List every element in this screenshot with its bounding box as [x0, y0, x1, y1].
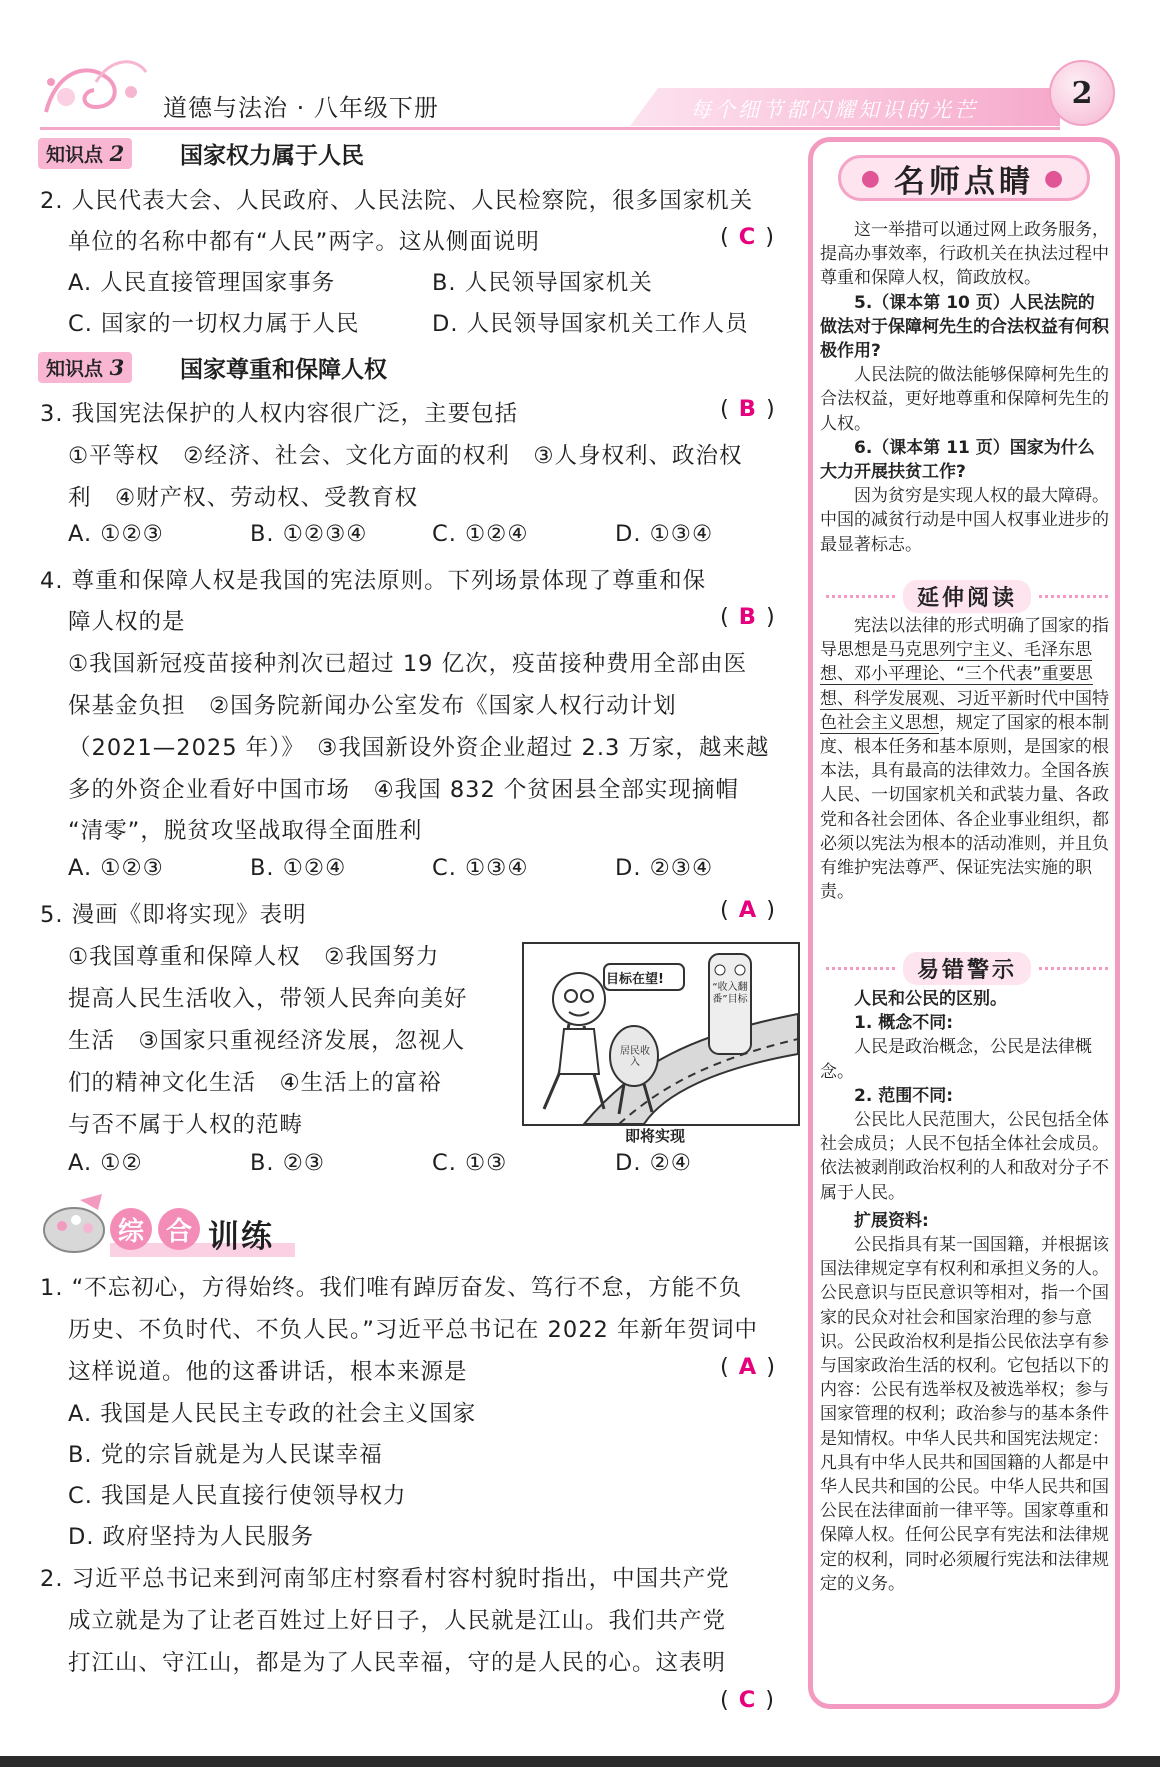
question-text: 3. 我国宪法保护的人权内容很广泛，主要包括: [40, 401, 519, 427]
reading-underlined: 马克思列宁主义、毛泽东思想、邓小平理论、“三个代表”重要思想、科学发展观、习近平新时代中国特色社会主义思想: [820, 640, 1109, 733]
answer-value: B: [738, 396, 756, 422]
tip-question: 6.（课本第 11 页）国家为什么大力开展扶贫工作?: [820, 437, 1095, 483]
question-text: 这样说道。他的这番讲话，根本来源是: [68, 1359, 468, 1385]
option-d: D. ①③④: [615, 521, 714, 547]
statement-list: “清零”，脱贫攻坚战取得全面胜利: [68, 818, 423, 844]
option-d: D. 人民领导国家机关工作人员: [432, 311, 749, 337]
dotted-divider: [826, 595, 895, 598]
section-title: 训练: [208, 1219, 274, 1255]
cartoon-illustration: [522, 942, 800, 1126]
common-mistakes: [820, 987, 1110, 1596]
dot-icon: ●: [1044, 165, 1068, 191]
question-text: 单位的名称中都有“人民”两字。这从侧面说明: [68, 229, 540, 255]
mistake-subheading: 1. 概念不同:: [854, 1013, 954, 1034]
option-b: B. ①②④: [250, 855, 347, 881]
knowledge-point-badge: [38, 352, 132, 383]
question-text: 5. 漫画《即将实现》表明: [40, 902, 307, 928]
knowledge-point-title: 国家尊重和保障人权: [180, 357, 387, 383]
tip-answer: 人民法院的做法能够保障柯先生的合法权益，更好地尊重和保障柯先生的人权。: [820, 365, 1109, 434]
question-text: 2. 习近平总书记来到河南邹庄村察看村容村貌时指出，中国共产党: [40, 1566, 730, 1592]
dotted-divider: [1039, 595, 1108, 598]
mistake-heading: 人民和公民的区别。: [854, 989, 1007, 1009]
answer-bracket: ( C ): [720, 1687, 775, 1713]
book-subject: 道德与法治 · 八年级下册: [163, 94, 439, 122]
cartoon-bag: 居民收入: [620, 1046, 650, 1068]
option-d: D. ②③④: [615, 855, 714, 881]
knowledge-point-badge: [38, 138, 132, 169]
question-text: 障人权的是: [68, 609, 186, 635]
option-a: A. 我国是人民民主专政的社会主义国家: [68, 1401, 477, 1427]
option-b: B. 党的宗旨就是为人民谋幸福: [68, 1442, 383, 1468]
teacher-tips: [820, 218, 1110, 557]
palette-icon: [40, 1190, 110, 1260]
mistake-text: 人民是政治概念，公民是法律概念。: [820, 1037, 1092, 1082]
sidebar-title: [838, 155, 1090, 201]
option-d: D. 政府坚持为人民服务: [68, 1524, 315, 1550]
reading-paragraph: [820, 614, 1110, 904]
statement-list: 提高人民生活收入，带领人民奔向美好: [68, 986, 468, 1012]
badge-number: 3: [109, 355, 125, 380]
slogan: 每个细节都闪耀知识的光芒: [690, 98, 978, 122]
statement-list: 生活 ③国家只重视经济发展，忽视人: [68, 1028, 466, 1054]
statement-list: ①我国新冠疫苗接种剂次已超过 19 亿次，疫苗接种费用全部由医: [68, 651, 748, 677]
answer-value: C: [738, 1687, 756, 1713]
answer-bracket: ( A ): [720, 897, 775, 923]
sidebar-title-text: 名师点睛: [894, 163, 1034, 200]
common-mistakes-header: [826, 953, 1108, 983]
answer-bracket: ( C ): [720, 224, 775, 250]
option-b: B. ①②③④: [250, 521, 368, 547]
option-b: B. 人民领导国家机关: [432, 270, 653, 296]
dot-icon: ●: [860, 165, 884, 191]
statement-list: 多的外资企业看好中国市场 ④我国 832 个贫困县全部实现摘帽: [68, 777, 739, 803]
mistake-text: 公民比人民范围大，公民包括全体社会成员；人民不包括全体社会成员。依法被剥削政治权利的人和敌对分子不属于人民。: [820, 1110, 1109, 1203]
option-c: C. ①②④: [432, 521, 529, 547]
statement-list: 与否不属于人权的范畴: [68, 1112, 304, 1138]
option-a: A. ①②③: [68, 521, 164, 547]
question-text: 成立就是为了让老百姓过上好日子，人民就是江山。我们共产党: [68, 1608, 727, 1634]
option-c: C. 国家的一切权力属于人民: [68, 311, 360, 337]
option-a: A. 人民直接管理国家事务: [68, 270, 336, 296]
common-mistakes-title: 易错警示: [903, 952, 1031, 985]
answer-value: C: [738, 224, 756, 250]
option-c: C. ①③④: [432, 855, 529, 881]
statement-list: ①平等权 ②经济、社会、文化方面的权利 ③人身权利、政治权: [68, 443, 743, 469]
extended-reading-header: [826, 581, 1108, 611]
cartoon-bubble: 目标在望!: [606, 972, 664, 987]
question-text: 4. 尊重和保障人权是我国的宪法原则。下列场景体现了尊重和保: [40, 568, 707, 594]
answer-value: A: [738, 897, 757, 923]
statement-list: 保基金负担 ②国务院新闻办公室发布《国家人权行动计划: [68, 693, 677, 719]
option-d: D. ②④: [615, 1150, 692, 1176]
page-header: [0, 0, 1160, 135]
dotted-divider: [826, 967, 895, 970]
mistake-subheading: 2. 范围不同:: [854, 1085, 954, 1106]
reading-text: 宪法以法律的形式明确了国家的指导思想是: [820, 616, 1109, 661]
statement-list: （2021—2025 年）》 ③我国新设外资企业超过 2.3 万家，越来越: [68, 735, 770, 761]
question-text: 2. 人民代表大会、人民政府、人民法院、人民检察院，很多国家机关: [40, 188, 754, 214]
question-text: 打江山、守江山，都是为了人民幸福，守的是人民的心。这表明: [68, 1650, 727, 1676]
section-char-circle: 综: [110, 1208, 152, 1250]
answer-value: B: [738, 604, 756, 630]
page-number: 2: [1049, 60, 1115, 126]
tip-answer: 因为贫穷是实现人权的最大障碍。中国的减贫行动是中国人权事业进步的最显著标志。: [820, 486, 1109, 555]
statement-list: 们的精神文化生活 ④生活上的富裕: [68, 1070, 442, 1096]
badge-prefix: 知识点: [46, 358, 104, 380]
cartoon-sign: “收入翻番”目标: [712, 982, 748, 1005]
page-bottom-bar: [0, 1756, 1160, 1767]
question-text: 1. “不忘初心，方得始终。我们唯有踔厉奋发、笃行不怠，方能不负: [40, 1275, 743, 1301]
dotted-divider: [1039, 967, 1108, 970]
more-text: 公民指具有某一国国籍，并根据该国法律规定享有权利和承担义务的人。公民意识与臣民意识等相对，指一个国家的民众对社会和国家治理的参与意识。公民政治权利是指公民依法享有参与国家政治生活的权利。它包括以下的内容：公民有选举权及被选举权；参与国家管理的权利；政治参与的基本条件是知情权。中华人民共和国宪法规定：凡具有中华人民共和国国籍的人都是中华人民共和国的公民。中华人民共和国公民在法律面前一律平等。国家尊重和保障人权。任何公民享有宪法和法律规定的权利，同时必须履行宪法和法律规定的义务。: [820, 1235, 1109, 1594]
extended-reading-title: 延伸阅读: [903, 580, 1031, 613]
answer-bracket: ( B ): [720, 604, 775, 630]
option-c: C. ①③: [432, 1150, 508, 1176]
answer-bracket: ( A ): [720, 1354, 775, 1380]
knowledge-point-title: 国家权力属于人民: [180, 143, 364, 169]
cartoon-caption: 即将实现: [625, 1127, 686, 1145]
badge-prefix: 知识点: [46, 144, 104, 166]
header-divider: [40, 127, 1060, 130]
answer-bracket: ( B ): [720, 396, 775, 422]
more-heading: 扩展资料:: [854, 1210, 929, 1231]
option-a: A. ①②: [68, 1150, 143, 1176]
floral-ornament-icon: [36, 52, 156, 122]
option-a: A. ①②③: [68, 855, 164, 881]
badge-number: 2: [109, 141, 125, 166]
option-b: B. ②③: [250, 1150, 326, 1176]
statement-list: 利 ④财产权、劳动权、受教育权: [68, 485, 419, 511]
tip-paragraph: 这一举措可以通过网上政务服务，提高办事效率，行政机关在执法过程中尊重和保障人权，简政放权。: [820, 220, 1109, 289]
answer-value: A: [738, 1354, 757, 1380]
question-text: 历史、不负时代、不负人民。”习近平总书记在 2022 年新年贺词中: [68, 1317, 758, 1343]
reading-text: ，规定了国家的根本制度、根本任务和基本原则，是国家的根本法，具有最高的法律效力。全国各族人民、一切国家机关和武装力量、各政党和各社会团体、各企业事业组织，都必须以宪法为根本的活动准则，并且负有维护宪法尊严、保证宪法实施的职责。: [820, 712, 1109, 903]
statement-list: ①我国尊重和保障人权 ②我国努力: [68, 944, 440, 970]
extended-reading: [820, 614, 1110, 904]
section-char-circle: 合: [158, 1208, 200, 1250]
option-c: C. 我国是人民直接行使领导权力: [68, 1483, 407, 1509]
tip-question: 5.（课本第 10 页）人民法院的做法对于保障柯先生的合法权益有何积极作用?: [820, 292, 1109, 362]
